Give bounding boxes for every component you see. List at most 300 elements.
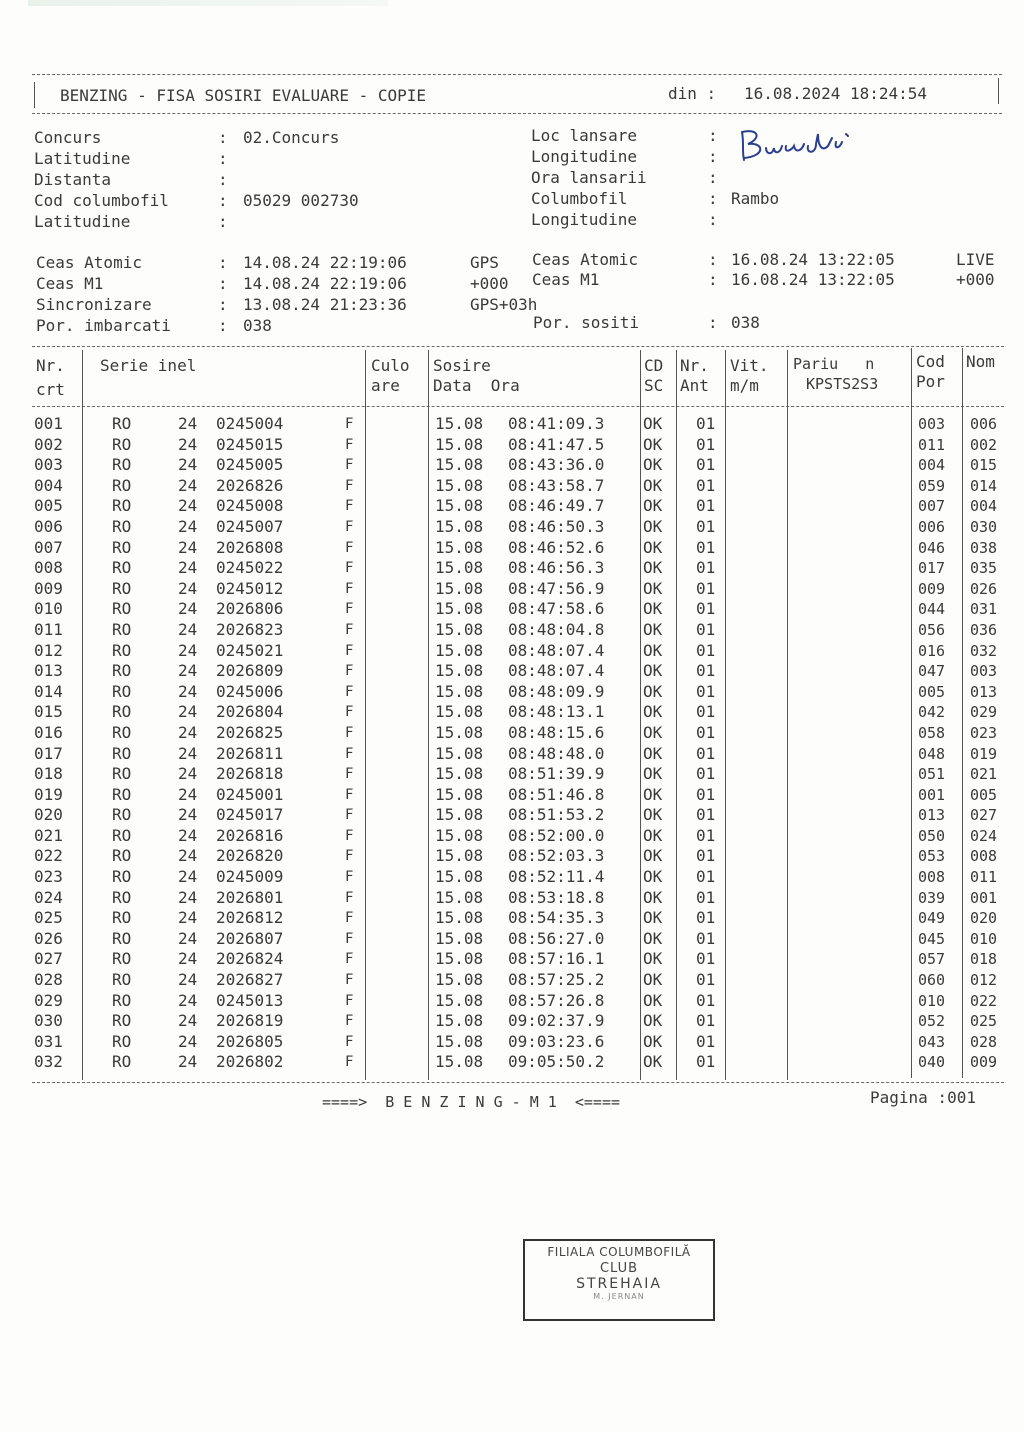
info-label: Loc lansare	[531, 126, 637, 145]
row-number: 006	[34, 516, 63, 536]
info-label: Longitudine	[531, 147, 637, 166]
ring-number: 0245022	[216, 558, 284, 578]
sex: F	[345, 560, 354, 577]
ring-year: 24	[178, 516, 198, 536]
antenna-number: 01	[696, 516, 716, 536]
nom: 002	[970, 435, 998, 454]
table-row	[32, 970, 1012, 991]
table-row	[32, 991, 1012, 1012]
table-row	[32, 435, 1012, 456]
ring-number: 2026824	[216, 949, 284, 969]
arrival-date: 15.08	[435, 764, 484, 784]
arrival-time: 08:48:09.9	[508, 681, 605, 701]
arrival-date: 15.08	[435, 455, 484, 475]
nom: 003	[970, 662, 998, 681]
country-code: RO	[112, 990, 132, 1010]
arrival-date: 15.08	[435, 702, 484, 722]
sex: F	[345, 436, 354, 453]
arrival-date: 15.08	[435, 990, 484, 1010]
sex: F	[345, 930, 354, 947]
ring-number: 2026823	[216, 619, 284, 639]
arrival-time: 08:57:25.2	[508, 970, 605, 990]
nom: 036	[970, 620, 998, 639]
ring-year: 24	[178, 805, 198, 825]
nom: 004	[970, 497, 998, 516]
arrival-date: 15.08	[435, 619, 484, 639]
info-value: 05029 002730	[243, 191, 359, 210]
row-number: 004	[34, 475, 63, 495]
arrival-time: 09:02:37.9	[508, 1011, 605, 1031]
clock-extra: LIVE	[956, 250, 995, 269]
arrival-time: 08:51:53.2	[508, 805, 605, 825]
antenna-number: 01	[696, 496, 716, 516]
status-ok: OK	[643, 661, 663, 681]
col-cd: CD	[644, 356, 664, 375]
country-code: RO	[112, 599, 132, 619]
ring-year: 24	[178, 558, 198, 578]
country-code: RO	[112, 640, 132, 660]
status-ok: OK	[643, 640, 663, 660]
ring-year: 24	[178, 846, 198, 866]
stamp-line-3: STREHAIA	[576, 1276, 662, 1292]
nom: 028	[970, 1032, 998, 1051]
antenna-number: 01	[696, 764, 716, 784]
ring-number: 2026811	[216, 743, 284, 763]
ring-year: 24	[178, 784, 198, 804]
row-number: 007	[34, 537, 63, 557]
ring-year: 24	[178, 599, 198, 619]
ring-number: 2026818	[216, 764, 284, 784]
table-row	[32, 1011, 1012, 1032]
country-code: RO	[112, 578, 132, 598]
table-row	[32, 496, 1012, 517]
antenna-number: 01	[696, 928, 716, 948]
info-label: Longitudine	[531, 210, 637, 229]
row-number: 031	[34, 1031, 63, 1051]
col-vit: Vit.	[730, 356, 769, 375]
info-colon: :	[708, 210, 718, 229]
sex: F	[345, 848, 354, 865]
nom: 035	[970, 559, 998, 578]
antenna-number: 01	[696, 908, 716, 928]
clock-colon: :	[218, 316, 228, 335]
arrival-time: 08:41:47.5	[508, 434, 605, 454]
cod-por: 040	[918, 1053, 946, 1072]
arrival-date: 15.08	[435, 661, 484, 681]
col-nr-ant: Nr.	[680, 356, 709, 375]
col-mm: m/m	[730, 376, 759, 395]
nom: 025	[970, 1012, 998, 1031]
arrival-date: 15.08	[435, 784, 484, 804]
country-code: RO	[112, 496, 132, 516]
sex: F	[345, 683, 354, 700]
cod-por: 052	[918, 1012, 946, 1031]
nom: 014	[970, 476, 998, 495]
clock-colon: :	[218, 295, 228, 314]
country-code: RO	[112, 928, 132, 948]
antenna-number: 01	[696, 455, 716, 475]
cod-por: 050	[918, 826, 946, 845]
ring-number: 2026825	[216, 722, 284, 742]
status-ok: OK	[643, 764, 663, 784]
ring-number: 0245004	[216, 414, 284, 433]
country-code: RO	[112, 805, 132, 825]
cod-por: 059	[918, 476, 946, 495]
sex: F	[345, 621, 354, 638]
nom: 013	[970, 682, 998, 701]
row-number: 001	[34, 414, 63, 433]
arrival-time: 08:46:50.3	[508, 516, 605, 536]
table-row	[32, 558, 1012, 579]
sex: F	[345, 416, 354, 432]
info-colon: :	[708, 126, 718, 145]
clock-colon: :	[708, 270, 718, 289]
arrival-date: 15.08	[435, 640, 484, 660]
clock-label: Ceas M1	[532, 270, 600, 289]
col-sc: SC	[644, 376, 664, 395]
col-crt: crt	[36, 380, 65, 399]
arrival-date: 15.08	[435, 825, 484, 845]
antenna-number: 01	[696, 1011, 716, 1031]
sex: F	[345, 1054, 354, 1071]
stamp-line-2: CLUB	[599, 1261, 639, 1276]
clock-extra: GPS	[470, 253, 499, 272]
info-label: Columbofil	[531, 189, 628, 208]
row-number: 027	[34, 949, 63, 969]
arrival-date: 15.08	[435, 537, 484, 557]
table-row	[32, 826, 1012, 847]
table-row	[32, 1052, 1012, 1073]
arrival-time: 08:46:52.6	[508, 537, 605, 557]
ring-number: 2026808	[216, 537, 284, 557]
sex: F	[345, 910, 354, 927]
stamp-line-1: FILIALA COLUMBOFILĂ	[547, 1245, 691, 1259]
col-culo-are: are	[371, 376, 400, 395]
arrival-date: 15.08	[435, 496, 484, 516]
cod-por: 047	[918, 662, 946, 681]
sex: F	[345, 869, 354, 886]
ring-number: 2026802	[216, 1052, 284, 1072]
club-stamp	[523, 1239, 715, 1321]
stamp-line-4: M. JERNAN	[593, 1292, 645, 1301]
arrival-date: 15.08	[435, 743, 484, 763]
row-number: 009	[34, 578, 63, 598]
nom: 022	[970, 991, 998, 1010]
status-ok: OK	[643, 1011, 663, 1031]
antenna-number: 01	[696, 578, 716, 598]
table-row	[32, 785, 1012, 806]
col-nr: Nr.	[36, 356, 65, 375]
ring-number: 2026806	[216, 599, 284, 619]
ring-year: 24	[178, 990, 198, 1010]
ring-year: 24	[178, 496, 198, 516]
info-value: 02.Concurs	[243, 128, 340, 147]
col-serie-inel: Serie inel	[100, 356, 197, 375]
sex: F	[345, 992, 354, 1009]
ring-number: 0245009	[216, 867, 284, 887]
ring-year: 24	[178, 702, 198, 722]
arrival-time: 08:51:39.9	[508, 764, 605, 784]
country-code: RO	[112, 825, 132, 845]
country-code: RO	[112, 681, 132, 701]
cod-por: 043	[918, 1032, 946, 1051]
col-data-ora: Data Ora	[433, 376, 520, 395]
arrival-date: 15.08	[435, 722, 484, 742]
clock-colon: :	[708, 313, 718, 332]
col-pariu: Pariu n	[793, 355, 875, 373]
arrival-time: 08:57:16.1	[508, 949, 605, 969]
din-label: din :	[668, 84, 717, 103]
cod-por: 008	[918, 868, 946, 887]
country-code: RO	[112, 414, 132, 433]
country-code: RO	[112, 722, 132, 742]
arrival-time: 09:03:23.6	[508, 1031, 605, 1051]
ring-year: 24	[178, 949, 198, 969]
ring-number: 2026819	[216, 1011, 284, 1031]
status-ok: OK	[643, 722, 663, 742]
nom: 005	[970, 785, 998, 804]
info-colon: :	[218, 149, 228, 168]
sex: F	[345, 704, 354, 721]
nom: 010	[970, 929, 998, 948]
ring-year: 24	[178, 661, 198, 681]
cod-por: 006	[918, 517, 946, 536]
status-ok: OK	[643, 887, 663, 907]
col-sosire: Sosire	[433, 356, 491, 375]
row-number: 032	[34, 1052, 63, 1072]
row-number: 013	[34, 661, 63, 681]
arrival-time: 08:48:48.0	[508, 743, 605, 763]
arrival-time: 08:47:58.6	[508, 599, 605, 619]
sex: F	[345, 642, 354, 659]
clock-label: Ceas M1	[36, 274, 104, 293]
antenna-number: 01	[696, 702, 716, 722]
ring-number: 0245021	[216, 640, 284, 660]
ring-year: 24	[178, 1011, 198, 1031]
antenna-number: 01	[696, 640, 716, 660]
clock-colon: :	[218, 253, 228, 272]
country-code: RO	[112, 455, 132, 475]
sex: F	[345, 889, 354, 906]
status-ok: OK	[643, 475, 663, 495]
ring-number: 2026826	[216, 475, 284, 495]
country-code: RO	[112, 434, 132, 454]
nom: 018	[970, 950, 998, 969]
table-row	[32, 764, 1012, 785]
info-value: Rambo	[731, 189, 780, 208]
row-number: 015	[34, 702, 63, 722]
title-left-bar	[34, 82, 35, 108]
arrival-date: 15.08	[435, 1031, 484, 1051]
row-number: 012	[34, 640, 63, 660]
row-number: 023	[34, 867, 63, 887]
table-row	[32, 579, 1012, 600]
country-code: RO	[112, 475, 132, 495]
arrival-date: 15.08	[435, 681, 484, 701]
sex: F	[345, 539, 354, 556]
ring-year: 24	[178, 640, 198, 660]
antenna-number: 01	[696, 990, 716, 1010]
row-number: 029	[34, 990, 63, 1010]
arrival-date: 15.08	[435, 867, 484, 887]
nom: 029	[970, 703, 998, 722]
arrival-date: 15.08	[435, 475, 484, 495]
antenna-number: 01	[696, 846, 716, 866]
table-row	[32, 744, 1012, 765]
ring-year: 24	[178, 681, 198, 701]
page-number: Pagina :001	[870, 1088, 976, 1107]
arrival-time: 08:51:46.8	[508, 784, 605, 804]
country-code: RO	[112, 784, 132, 804]
status-ok: OK	[643, 516, 663, 536]
nom: 012	[970, 971, 998, 990]
arrival-time: 08:46:49.7	[508, 496, 605, 516]
arrival-time: 08:56:27.0	[508, 928, 605, 948]
ring-number: 2026827	[216, 970, 284, 990]
cod-por: 005	[918, 682, 946, 701]
country-code: RO	[112, 846, 132, 866]
ring-year: 24	[178, 578, 198, 598]
antenna-number: 01	[696, 475, 716, 495]
info-label: Ora lansarii	[531, 168, 647, 187]
status-ok: OK	[643, 434, 663, 454]
sex: F	[345, 724, 354, 741]
arrival-date: 15.08	[435, 1011, 484, 1031]
arrival-date: 15.08	[435, 970, 484, 990]
info-label: Distanta	[34, 170, 112, 189]
row-number: 018	[34, 764, 63, 784]
clock-label: Ceas Atomic	[532, 250, 638, 269]
arrival-date: 15.08	[435, 928, 484, 948]
status-ok: OK	[643, 846, 663, 866]
row-number: 017	[34, 743, 63, 763]
table-row	[32, 929, 1012, 950]
clock-label: Por. imbarcati	[36, 316, 171, 335]
col-kpsts: KPSTS2S3	[806, 375, 879, 393]
ring-year: 24	[178, 970, 198, 990]
table-row	[32, 620, 1012, 641]
cod-por: 049	[918, 909, 946, 928]
clock-label: Por. sositi	[533, 313, 639, 332]
row-number: 022	[34, 846, 63, 866]
arrival-time: 08:48:15.6	[508, 722, 605, 742]
antenna-number: 01	[696, 867, 716, 887]
table-row	[32, 805, 1012, 826]
country-code: RO	[112, 537, 132, 557]
status-ok: OK	[643, 599, 663, 619]
nom: 024	[970, 826, 998, 845]
sex: F	[345, 972, 354, 989]
sex: F	[345, 766, 354, 783]
clock-value: 14.08.24 22:19:06	[243, 253, 407, 272]
cod-por: 003	[918, 415, 946, 433]
row-number: 030	[34, 1011, 63, 1031]
ring-year: 24	[178, 764, 198, 784]
clock-label: Sincronizare	[36, 295, 152, 314]
antenna-number: 01	[696, 558, 716, 578]
nom: 019	[970, 744, 998, 763]
arrival-date: 15.08	[435, 599, 484, 619]
country-code: RO	[112, 743, 132, 763]
table-row	[32, 949, 1012, 970]
status-ok: OK	[643, 743, 663, 763]
arrival-time: 08:52:00.0	[508, 825, 605, 845]
arrival-date: 15.08	[435, 578, 484, 598]
arrival-time: 08:57:26.8	[508, 990, 605, 1010]
clock-value: 038	[243, 316, 272, 335]
sex: F	[345, 457, 354, 474]
ring-year: 24	[178, 475, 198, 495]
col-cod: Cod	[916, 352, 945, 371]
col-ant: Ant	[680, 376, 709, 395]
status-ok: OK	[643, 496, 663, 516]
status-ok: OK	[643, 805, 663, 825]
clock-colon: :	[708, 250, 718, 269]
ring-year: 24	[178, 455, 198, 475]
ring-number: 0245012	[216, 578, 284, 598]
col-por: Por	[916, 372, 945, 391]
sex: F	[345, 807, 354, 824]
arrival-time: 08:43:36.0	[508, 455, 605, 475]
sex: F	[345, 477, 354, 494]
arrival-date: 15.08	[435, 1052, 484, 1072]
ring-number: 0245015	[216, 434, 284, 454]
antenna-number: 01	[696, 414, 716, 433]
clock-extra: +000	[470, 274, 509, 293]
scan-smudge	[28, 0, 388, 6]
info-colon: :	[218, 212, 228, 231]
status-ok: OK	[643, 537, 663, 557]
row-number: 020	[34, 805, 63, 825]
ring-year: 24	[178, 887, 198, 907]
nom: 027	[970, 806, 998, 825]
country-code: RO	[112, 661, 132, 681]
arrival-time: 08:52:11.4	[508, 867, 605, 887]
sex: F	[345, 518, 354, 535]
status-ok: OK	[643, 681, 663, 701]
arrival-date: 15.08	[435, 949, 484, 969]
row-number: 008	[34, 558, 63, 578]
sex: F	[345, 951, 354, 968]
table-row	[32, 888, 1012, 909]
table-row	[32, 908, 1012, 929]
nom: 008	[970, 847, 998, 866]
table-header-border	[32, 406, 1004, 407]
ring-number: 0245005	[216, 455, 284, 475]
sex: F	[345, 1013, 354, 1030]
status-ok: OK	[643, 702, 663, 722]
arrival-date: 15.08	[435, 805, 484, 825]
cod-por: 044	[918, 600, 946, 619]
nom: 020	[970, 909, 998, 928]
cod-por: 039	[918, 888, 946, 907]
arrival-time: 08:46:56.3	[508, 558, 605, 578]
status-ok: OK	[643, 619, 663, 639]
cod-por: 051	[918, 765, 946, 784]
table-row	[32, 723, 1012, 744]
arrival-time: 08:43:58.7	[508, 475, 605, 495]
arrivals-table-body	[32, 414, 1012, 1073]
arrival-time: 08:54:35.3	[508, 908, 605, 928]
antenna-number: 01	[696, 949, 716, 969]
arrival-time: 08:48:13.1	[508, 702, 605, 722]
country-code: RO	[112, 949, 132, 969]
table-row	[32, 641, 1012, 662]
cod-por: 056	[918, 620, 946, 639]
ring-number: 2026812	[216, 908, 284, 928]
info-colon: :	[708, 189, 718, 208]
ring-year: 24	[178, 1031, 198, 1051]
